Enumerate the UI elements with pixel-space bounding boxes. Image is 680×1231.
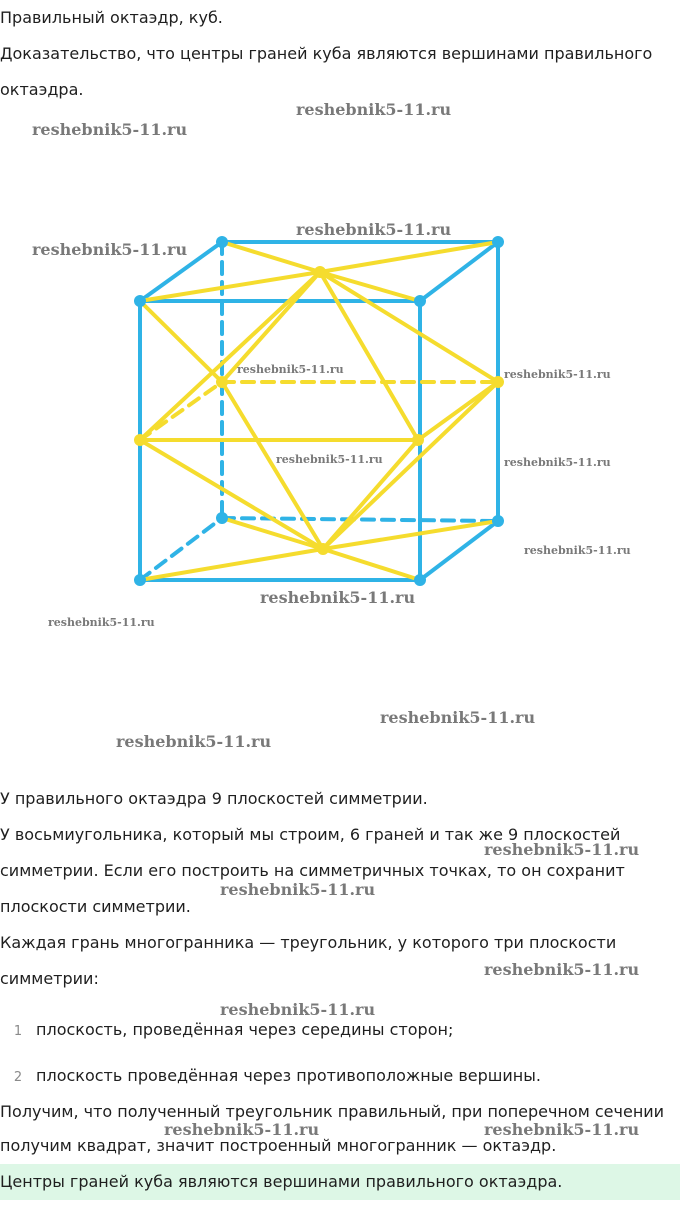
watermark: reshebnik5-11.ru: [504, 368, 611, 381]
list-index: 2: [13, 1070, 23, 1085]
watermark: reshebnik5-11.ru: [32, 120, 188, 139]
watermark: reshebnik5-11.ru: [276, 453, 383, 466]
conclusion-text: Центры граней куба являются вершинами правильного октаэдра.: [0, 1172, 563, 1191]
watermark: reshebnik5-11.ru: [296, 220, 452, 239]
octahedron-vertex: [492, 376, 504, 388]
cube-vertex: [134, 574, 146, 586]
cube-vertex: [414, 574, 426, 586]
conclusion-box: [0, 1164, 680, 1200]
cube-hidden-edge: [222, 518, 498, 521]
auxiliary-line: [140, 549, 323, 580]
paragraph-2-line-2: симметрии. Если его построить на симметричных точках, то он сохранит: [0, 861, 625, 880]
list-item: [0, 1020, 453, 1039]
page-title: Правильный октаэдр, куб.: [0, 8, 223, 27]
paragraph-2-line-3: плоскости симметрии.: [0, 897, 191, 916]
cube-vertex: [492, 236, 504, 248]
octahedron-vertex: [216, 376, 228, 388]
watermark: reshebnik5-11.ru: [237, 363, 344, 376]
statement-line-1: Доказательство, что центры граней куба являются вершинами правильного: [0, 44, 653, 63]
paragraph-1: У правильного октаэдра 9 плоскостей симметрии.: [0, 789, 428, 808]
list-index: 1: [13, 1024, 23, 1039]
octahedron-vertex: [412, 434, 424, 446]
watermark: reshebnik5-11.ru: [260, 588, 416, 607]
cube-vertex: [492, 515, 504, 527]
watermark: reshebnik5-11.ru: [484, 1120, 640, 1139]
watermark: reshebnik5-11.ru: [116, 732, 272, 751]
paragraph-4-line-1: Получим, что полученный треугольник правильный, при поперечном сечении: [0, 1102, 665, 1121]
list-text: плоскость, проведённая через середины сторон;: [36, 1020, 454, 1039]
paragraph-3-line-1: Каждая грань многогранника — треугольник, у которого три плоскости: [0, 933, 617, 952]
cube-edge: [420, 242, 498, 301]
watermark: reshebnik5-11.ru: [504, 456, 611, 469]
watermark: reshebnik5-11.ru: [484, 840, 640, 859]
paragraph-3-line-2: симметрии:: [0, 969, 99, 988]
list-item: [0, 1066, 541, 1085]
watermark: reshebnik5-11.ru: [380, 708, 536, 727]
watermark: reshebnik5-11.ru: [484, 960, 640, 979]
auxiliary-line: [140, 301, 222, 382]
watermark: reshebnik5-11.ru: [48, 616, 155, 629]
list-text: плоскость проведённая через противоположные вершины.: [36, 1066, 541, 1085]
cube-vertex: [216, 512, 228, 524]
octahedron-vertex: [314, 266, 326, 278]
auxiliary-line: [323, 549, 420, 580]
watermark: reshebnik5-11.ru: [524, 544, 631, 557]
cube-vertex: [216, 236, 228, 248]
watermark: reshebnik5-11.ru: [296, 100, 452, 119]
octahedron-hidden-edge: [140, 382, 222, 440]
watermark: reshebnik5-11.ru: [164, 1120, 320, 1139]
paragraph-4-line-2: получим квадрат, значит построенный многогранник — октаэдр.: [0, 1136, 557, 1155]
statement-line-2: октаэдра.: [0, 80, 84, 99]
cube-hidden-edge: [140, 518, 222, 580]
cube-vertex: [134, 295, 146, 307]
octahedron-edge: [418, 382, 498, 440]
auxiliary-line: [222, 242, 320, 272]
octahedron-vertex: [134, 434, 146, 446]
cube-vertex: [414, 295, 426, 307]
watermark: reshebnik5-11.ru: [220, 880, 376, 899]
octahedron-vertex: [317, 543, 329, 555]
paragraph-2-line-1: У восьмиугольника, который мы строим, 6 граней и так же 9 плоскостей: [0, 825, 621, 844]
auxiliary-line: [320, 242, 498, 272]
watermark: reshebnik5-11.ru: [220, 1000, 376, 1019]
watermark: reshebnik5-11.ru: [32, 240, 188, 259]
octahedron-edge: [320, 272, 498, 382]
